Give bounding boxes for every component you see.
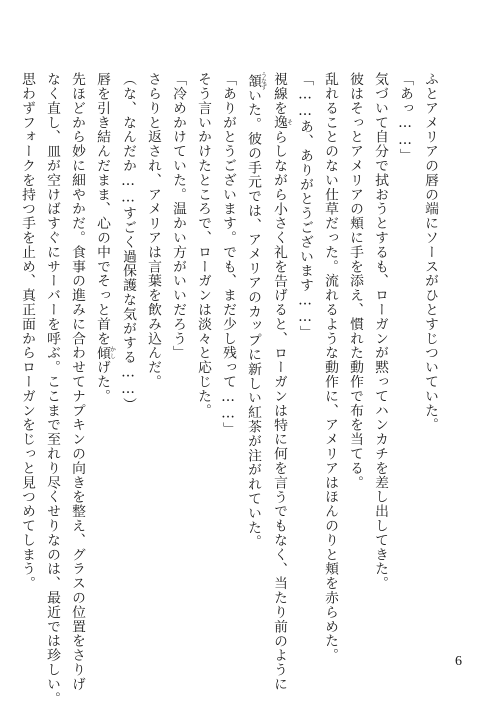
text-line-with-ruby: 視線を逸そらしながら小さく礼を告げると、ローガンは特に何を言うでもなく、当たり前のように [271,72,293,692]
text-line: 思わずフォークを持つ手を止め、真正面からローガンをじっと見つめてしまう。 [19,72,35,591]
text-line: ふとアメリアの唇の端にソースがひとすじついていた。 [422,72,438,432]
text-line: 「……あ、ありがとうございます……」 [297,72,313,340]
page-number: 6 [455,654,462,669]
text-line-with-ruby: 唇を引き結んだまま、心の中でそっと首を傾かしげた。 [94,72,116,404]
furigana-reading: そ [285,115,293,130]
furigana-reading: うなず [259,72,267,90]
text-line: 彼はそっとアメリアの頬に手を添え、慣れた動作で布を当てる。 [347,72,363,490]
text-line: さらりと返され、アメリアは言葉を飲み込んだ。 [145,72,161,389]
text-line: 「あっ……」 [397,72,413,163]
furigana-ruby: 頷うなず [245,72,267,90]
text-line: 「冷めかけていた。温かい方がいいだろう」 [170,72,186,360]
text-line-with-ruby: 頷うなずいた。彼の手元では、アメリアのカップに新しい紅茶が注がれていた。 [245,72,267,550]
text-line: 先ほどから妙に細やかだ。食事の進みに合わせてナプキンの向きを整え、グラスの位置をさりげ [69,72,85,692]
text-line: そう言いかけたところで、ローガンは淡々と応じた。 [195,72,211,418]
text-line: なく直し、皿が空けばすぐにサーバーを呼ぶ。ここまで至れり尽くせりなのは、最近では珍しい。 [44,72,60,706]
vertical-text-body [14,72,442,706]
text-line: 気づいて自分で拭おうとするも、ローガンが黙ってハンカチを差し出してきた。 [372,72,388,591]
text-line: 「ありがとうございます。でも、まだ少し残って……」 [220,72,236,437]
furigana-ruby: 傾かし [94,345,116,361]
furigana-ruby: 逸そ [271,115,293,130]
text-line: （な、なんだか……すごく過保護な気がする……） [120,72,136,412]
text-line: 乱れることのない仕草だった。流れるような動作に、アメリアはほんのりと頬を赤らめた。 [322,72,338,663]
furigana-reading: かし [108,345,116,360]
